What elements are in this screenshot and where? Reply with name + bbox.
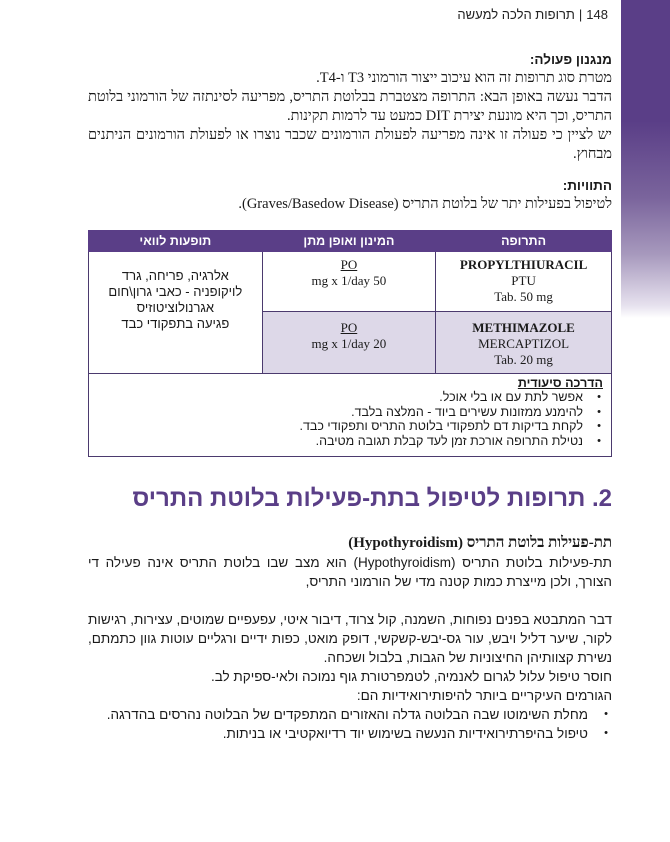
cause-item: • טיפול בהיפרתירואידיות הנעשה בשימוש יוד רדיואקטיבי או בניתות. <box>88 724 588 743</box>
section-2-body <box>88 534 612 743</box>
causes-title: הגורמים העיקריים ביותר להיפותירואידיות הם: <box>356 688 612 703</box>
drug-name: METHIMAZOLE <box>472 320 575 335</box>
mechanism-title: מנגנון פעולה: <box>529 52 612 67</box>
mechanism-line-1: מטרת סוג תרופות זה הוא עיכוב ייצור הורמוני T3 ו-T4. <box>316 70 612 86</box>
route: PO <box>340 320 358 335</box>
page-number: 148 <box>586 7 608 22</box>
header-side-effects: תופעות לוואי <box>89 231 263 252</box>
indications-title: התוויות: <box>562 178 612 193</box>
drug-form: Tab. 20 mg <box>494 352 553 367</box>
guidance-item: • אפשר לתת עם או בלי אוכל. <box>89 390 583 405</box>
cause-item: • מחלת השימוטו שבה הבלוטה גדלה והאזורים המתפקדים של הבלוטה נהרסים בהדרגה. <box>88 705 588 724</box>
drug-brand: MERCAPTIZOL <box>478 336 570 351</box>
header-separator: | <box>578 7 583 22</box>
indications-section <box>88 176 612 214</box>
dose: 50 mg x 1/day <box>311 273 387 288</box>
table-row <box>89 252 612 312</box>
dosage-cell <box>262 252 435 312</box>
section-2-subtitle: תת-פעילות בלוטת התריס (Hypothyroidism) <box>348 535 612 551</box>
running-header <box>457 7 608 22</box>
side-effect: לויקופניה - כאבי גרון\חום <box>108 284 243 299</box>
nursing-guidance-list <box>89 390 611 448</box>
drug-table <box>88 230 612 374</box>
mechanism-section <box>88 50 612 164</box>
guidance-item: • להימנע ממזונות עשירים ביוד - המלצה בלבד. <box>89 405 583 420</box>
drug-cell <box>436 252 612 312</box>
section-2-title: 2. תרופות לטיפול בתת-פעילות בלוטת התריס <box>132 485 612 512</box>
indications-text: לטיפול בפעילות יתר של בלוטת התריס (Graves/Basedow Disease). <box>238 196 612 212</box>
section-2-intro: תת-פעילות בלוטת התריס (Hypothyroidism) הוא מצב שבו בלוטת התריס אינה פעילה די הצורך, ולכן מייצרת כמות קטנה מדי של הורמוני התריס, <box>88 555 612 589</box>
drug-brand: PTU <box>511 273 536 288</box>
header-dosage: המינון ואופן מתן <box>262 231 435 252</box>
drug-cell <box>436 312 612 374</box>
guidance-item: • נטילת התרופה אורכת זמן לעד קבלת תגובה מטיבה. <box>89 434 583 449</box>
side-effect: פגיעה בתפקודי כבד <box>121 316 230 331</box>
mechanism-line-3: יש לציין כי פעולה זו אינה מפריעה לפעולת הורמונים שכבר נוצרו או לפעולת הורמונים הניתנים מבחוץ. <box>88 127 612 162</box>
table-header-row <box>89 231 612 252</box>
side-effect: אלרגיה, פריחה, גרד <box>121 268 229 283</box>
untreated-text: חוסר טיפול עלול לגרום לאנמיה, לטמפרטורת גוף נמוכה ולאי-ספיקת לב. <box>210 669 612 684</box>
drug-form: Tab. 50 mg <box>494 289 553 304</box>
guidance-item: • לקחת בדיקות דם לתפקודי בלוטת התריס ותפקודי כבד. <box>89 419 583 434</box>
mechanism-line-2: הדבר נעשה באופן הבא: התרופה מצטברת בבלוטת התריס, מפריעה לסינתזה של הורמוני בלוטת התריס, וכך היא מונעת יצירת DIT כמעט עד לרמות תקינות. <box>88 89 612 124</box>
side-effect: אגרנולוציטוזיס <box>136 300 215 315</box>
dose: 20 mg x 1/day <box>311 336 387 351</box>
symptoms-text: דבר המתבטא בפנים נפוחות, השמנה, קול צרוד, דיבור איטי, עפעפיים שמוטים, עצירות, רגישות לקור, שיער דליל ויבש, עור גס-יבש-קשקשי, דופק מואט, כפות ידיים ורגליים עוטות גוון כתמתם, נשירת קצוותיהן החיצוניות של הגבות, בלבול ושכחה. <box>88 612 612 665</box>
nursing-guidance-title: הדרכה סיעודית <box>517 376 603 390</box>
header-drug: התרופה <box>436 231 612 252</box>
book-title: תרופות הלכה למעשה <box>457 7 575 22</box>
route: PO <box>340 257 358 272</box>
dosage-cell <box>262 312 435 374</box>
drug-name: PROPYLTHIURACIL <box>459 257 588 272</box>
nursing-guidance-box <box>88 370 612 457</box>
side-effects-cell <box>89 252 263 374</box>
chapter-color-band <box>621 0 670 318</box>
causes-list <box>88 705 612 743</box>
